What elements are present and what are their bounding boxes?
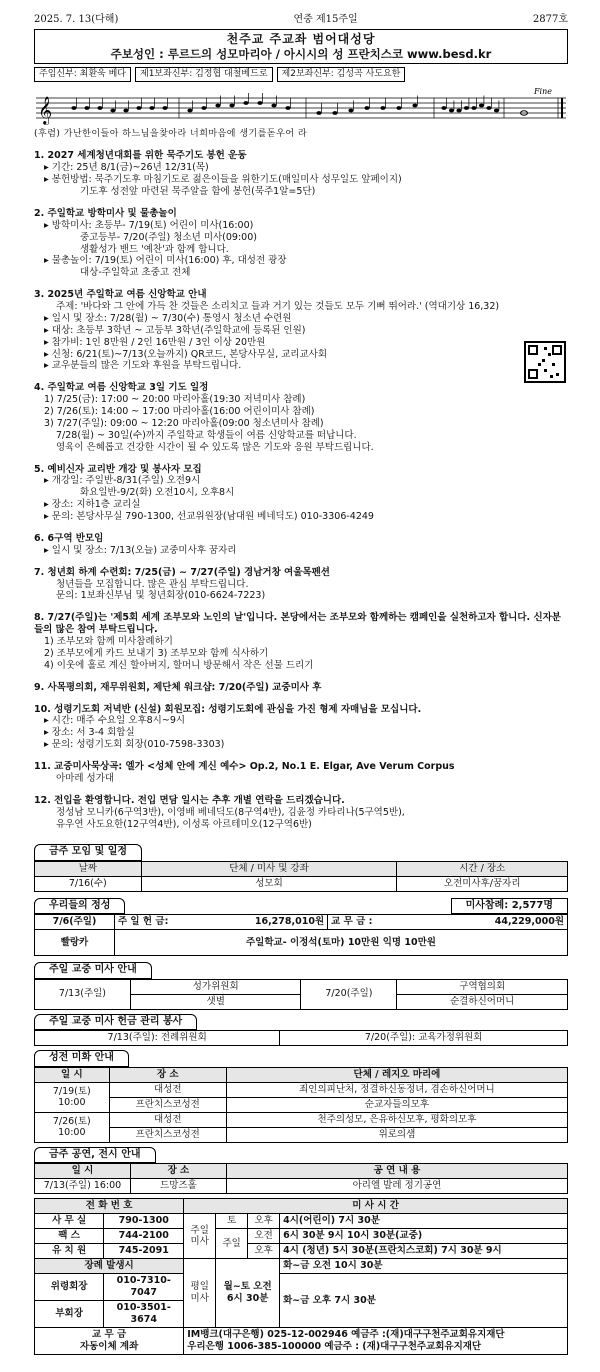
mass-guide-date-2: 7/20(주일) <box>301 979 397 1009</box>
music-note <box>187 109 192 113</box>
notice-title: 11. 교중미사묵상곡: 엘가 <성체 안에 계신 예수> Op.2, No.1 E. Elgar, Ave Verum Corpus <box>34 761 455 772</box>
notice-line: ▸ 일시 및 장소: 7/13(오늘) 교중미사후 꿈자리 <box>44 544 237 556</box>
notice-title: 6. 6구역 반모임 <box>34 532 104 544</box>
bread-text: 주일학교- 이정석(토마) 10만원 익명 10만원 <box>114 930 567 956</box>
beauty-tab: 성전 미화 안내 <box>34 1050 129 1067</box>
tithe-label <box>35 1327 184 1354</box>
mass-guide-group-2: 순결하신어머니 <box>397 994 568 1009</box>
notice-line: ▸ 문의: 성령기도회 회장(010-7598-3303) <box>44 739 225 751</box>
patron-line: 주보성인 : 루르드의 성모마리아 / 아시시의 성 프란치스코 www.besd.kr <box>110 46 492 61</box>
funeral-title: 장례 발생시 <box>35 1259 184 1274</box>
notice-line: 1) 조부모와 함께 미사참례하기 <box>44 636 173 647</box>
notice-line: 문의: 1보좌신부님 및 청년회장(010-6624-7223) <box>56 590 266 602</box>
concert-tab: 금주 공연, 전시 안내 <box>34 1147 156 1164</box>
priest-assistant-2: 제2보좌신부: 김성곡 사도요한 <box>277 67 406 82</box>
mass-guide-choir-2: 구역협의회 <box>397 979 568 994</box>
cash-right: 7/20(주일): 교육가정위원회 <box>280 1031 568 1046</box>
funeral-head-phone: 010-7310-7047 <box>104 1274 184 1301</box>
notice-line: ▸ 참가비: 1인 8만원 / 2인 16만원 / 3인 이상 20만원 <box>44 336 266 348</box>
mass-sat-times: 4시(어린이) 7시 30분 <box>280 1214 568 1229</box>
phone-office-label: 사 무 실 <box>35 1214 104 1229</box>
schedule-col-date: 날짜 <box>35 861 142 876</box>
notice-line: 주제: '바다와 그 안에 가득 찬 것들은 소리치고 들과 거기 있는 것들도 모두 기뻐 뛰어라.' (역대기상 16,32) <box>56 301 500 312</box>
music-note <box>201 106 206 110</box>
beauty-place: 프란치스코성전 <box>109 1127 226 1142</box>
mass-sun-pm: 오후 <box>248 1244 280 1259</box>
notice-item <box>34 795 568 831</box>
notice-line: 3) 7/27(주일): 09:00 ~ 12:20 마리아홀(09:00 청소년미사 참례) <box>44 417 324 429</box>
bread-label: 빨랑카 <box>35 930 115 956</box>
music-note <box>271 104 276 108</box>
notice-line: ▸ 시간: 매주 수요일 오후8시~9시 <box>44 715 186 727</box>
schedule-table <box>34 861 568 892</box>
priest-assistant-1: 제1보좌신부: 김정협 대철베드로 <box>135 67 273 82</box>
notice-title: 12. 전입을 환영합니다. 전입 면담 일시는 추후 개별 연락을 드리겠습니다. <box>34 794 345 806</box>
bulletin <box>34 14 568 1355</box>
notice-item <box>34 289 568 372</box>
offering-sunday-amount: 16,278,010원 <box>232 915 328 930</box>
notice-line: ▸ 신청: 6/21(토)~7/13(오늘까지) QR코드, 본당사무실, 교리교사회 <box>44 348 328 360</box>
beauty-col-date: 일 시 <box>35 1067 110 1082</box>
bank-accounts <box>184 1327 568 1354</box>
concert-content: 아리엘 발레 정기공연 <box>226 1179 567 1194</box>
mass-sat-pm: 오후 <box>248 1214 280 1229</box>
weekend-label: 주일 미사 <box>184 1214 216 1259</box>
weekday-3: 화~금 오후 7시 30분 <box>280 1274 568 1328</box>
tithe-line-2: 자동이체 계좌 <box>79 1340 139 1352</box>
weekday-label: 평일 미사 <box>184 1259 216 1328</box>
notice-title: 5. 예비신자 교리반 개강 및 봉사자 모집 <box>34 463 202 475</box>
notice-item <box>34 464 568 523</box>
notice-line: ▸ 봉헌방법: 묵주기도후 마침기도로 젊은이들을 위한기도(매일미사 성무일도 앞페이지) <box>44 174 402 186</box>
music-note <box>316 111 321 115</box>
notice-line: ▸ 문의: 본당사무실 790-1300, 선교위원장(남대원 베네딕도) 010-3306-4249 <box>44 511 374 522</box>
notice-line: 기도후 성전앞 마련된 묵주알을 함에 봉헌(묵주1알=5단) <box>80 186 316 197</box>
music-note <box>84 106 89 110</box>
music-note <box>479 104 484 108</box>
contact-table <box>34 1198 568 1354</box>
church-name: 천주교 주교좌 범어대성당 <box>226 31 376 46</box>
mass-sun-am: 오전 <box>248 1229 280 1244</box>
notice-line: ▸ 기간: 25년 8/1(금)~26년 12/31(목) <box>44 162 209 174</box>
notice-item <box>34 533 568 557</box>
beauty-place: 대성전 <box>109 1082 226 1097</box>
notice-title: 7. 청년회 하계 수련회: 7/25(금) ~ 7/27(주일) 경남거창 여울목펜션 <box>34 566 330 578</box>
cash-left: 7/13(주일): 전례위원회 <box>35 1031 280 1046</box>
mass-guide-date-1: 7/13(주일) <box>35 979 131 1009</box>
svg-text:Fine: Fine <box>534 87 552 97</box>
bank-account-2: 우리은행 1006-385-100000 예금주 : (재)대구구천주교회유지재단 <box>187 1340 482 1352</box>
beauty-group: 죄인의피난처, 정결하신동정녀, 겸손하신어머니 <box>226 1082 567 1097</box>
notice-line: ▸ 방학미사: 초등부- 7/19(토) 어린이 미사(16:00) <box>44 219 254 231</box>
music-note <box>456 109 461 113</box>
notice-item <box>34 567 568 603</box>
concert-table <box>34 1163 568 1194</box>
music-note <box>136 106 141 110</box>
funeral-head-label: 위령회장 <box>35 1274 104 1301</box>
beauty-table <box>34 1067 568 1143</box>
music-note <box>380 106 385 110</box>
beauty-date: 7/26(토) 10:00 <box>35 1112 110 1142</box>
notice-line: 7/28(월) ~ 30일(수)까지 주일학교 학생들이 여름 신앙학교를 떠납니다. <box>56 429 357 441</box>
music-note <box>215 104 220 108</box>
issue-date: 2025. 7. 13(다해) <box>34 14 119 25</box>
priest-list <box>34 67 568 82</box>
concert-col-place: 장 소 <box>130 1164 226 1179</box>
offering-diocese-amount: 44,229,000원 <box>420 915 567 930</box>
concert-col-content: 공 연 내 용 <box>226 1164 567 1179</box>
schedule-date: 7/16(수) <box>35 876 142 891</box>
notice-line: 유우연 사도요한(12구역4반), 이성록 아르테미오(12구역6반) <box>56 818 312 830</box>
music-note <box>257 101 262 105</box>
music-note <box>97 106 102 110</box>
mass-sun-am-times: 6시 30분 9시 10시 30분(교중) <box>280 1229 568 1244</box>
concert-col-date: 일 시 <box>35 1164 131 1179</box>
mass-guide-table <box>34 979 568 1010</box>
beauty-col-group: 단체 / 레지오 마리에 <box>226 1067 567 1082</box>
notice-list <box>34 150 568 830</box>
music-note <box>332 111 337 115</box>
notice-item <box>34 612 568 671</box>
music-note <box>486 106 491 110</box>
tithe-line-1: 교 무 금 <box>92 1328 127 1340</box>
notice-line: 화요일반-9/2(화) 오전10시, 오후8시 <box>80 487 235 499</box>
mass-sun-pm-times: 4시 (청년) 5시 30분(프란치스코회) 7시 30분 9시 <box>280 1244 568 1259</box>
notice-line: 아마레 성가대 <box>56 772 115 784</box>
music-note <box>123 109 128 113</box>
schedule-event: 성모회 <box>141 876 397 891</box>
sun-label: 주일 <box>216 1229 248 1259</box>
music-note <box>71 106 76 110</box>
notice-line: ▸ 물총놀이: 7/19(토) 어린이 미사(16:00) 후, 대성전 광장 <box>44 255 287 267</box>
music-note <box>348 109 353 113</box>
notice-line: ▸ 장소: 서 3-4 회합실 <box>44 727 135 739</box>
schedule-col-place: 시간 / 장소 <box>397 861 568 876</box>
music-note <box>162 106 167 110</box>
issue-number: 2877호 <box>532 14 568 25</box>
offering-diocese-label: 교 무 금 : <box>328 915 421 930</box>
schedule-tab: 금주 모임 및 일정 <box>34 844 142 861</box>
music-note <box>494 109 499 113</box>
weekday-2: 화~금 오전 10시 30분 <box>280 1259 568 1274</box>
sat-label: 토 <box>216 1214 248 1229</box>
table-row <box>35 876 568 891</box>
notice-line: 생활성가 밴드 '예찬'과 함께 합니다. <box>80 243 229 255</box>
music-note <box>149 106 154 110</box>
music-note <box>441 106 446 110</box>
svg-text:𝄞: 𝄞 <box>38 96 53 125</box>
notice-line: 청년들을 모집합니다. 많은 관심 부탁드립니다. <box>56 578 249 590</box>
notice-item <box>34 704 568 752</box>
mass-guide-tab: 주일 교중 미사 안내 <box>34 962 152 979</box>
notice-line: 2) 7/26(토): 14:00 ~ 17:00 마리아홀(16:00 어린이미사 참례) <box>44 406 315 417</box>
mass-guide-choir-1: 성가위원회 <box>130 979 301 994</box>
notice-title: 10. 성령기도회 저녁반 (신설) 회원모집: 성령기도회에 관심을 가진 형제 자매님을 모십니다. <box>34 703 422 715</box>
concert-place: 드망즈홀 <box>130 1179 226 1194</box>
beauty-date: 7/19(토) 10:00 <box>35 1082 110 1112</box>
notice-item <box>34 761 568 785</box>
notice-title: 9. 사목평의회, 재무위원회, 제단체 워크샵: 7/20(주일) 교중미사 후 <box>34 681 322 693</box>
table-row <box>35 1127 568 1142</box>
notice-title: 1. 2027 세계청년대회를 위한 묵주기도 봉헌 운동 <box>34 150 247 162</box>
notice-item <box>34 382 568 453</box>
music-note <box>412 104 417 108</box>
beauty-group: 천주의성모, 은유하신모후, 평화의모후 <box>226 1112 567 1127</box>
notice-line: 2) 조부모에게 카드 보내기 3) 조부모와 함께 식사하기 <box>44 647 269 659</box>
notice-item <box>34 150 568 198</box>
funeral-vice-label: 부회장 <box>35 1301 104 1328</box>
notice-line: 정성남 모니카(6구역3반), 이영배 베네딕도(8구역4반), 김윤정 카타리나(5구역5반), <box>56 806 405 818</box>
notice-title: 2. 주일학교 방학미사 및 물총놀이 <box>34 207 177 219</box>
notice-title: 3. 2025년 주일학교 여름 신앙학교 안내 <box>34 289 207 301</box>
staff-notation <box>34 86 568 126</box>
offering-tab: 우리들의 정성 <box>34 898 125 915</box>
qr-code-icon[interactable] <box>524 341 566 383</box>
schedule-col-event: 단체 / 미사 및 강좌 <box>141 861 397 876</box>
mass-guide-group-1: 샛별 <box>130 994 301 1009</box>
beauty-place: 대성전 <box>109 1112 226 1127</box>
music-note <box>364 106 369 110</box>
liturgical-day: 연중 제15주일 <box>293 14 358 25</box>
notice-line: 대상-주일학교 초중고 전체 <box>80 267 191 279</box>
notice-line: ▸ 대상: 초등부 3학년 ~ 고등부 3학년(주일학교에 등록된 인원) <box>44 324 306 336</box>
offering-table <box>34 914 568 956</box>
offering-sunday-label: 주 일 헌 금: <box>114 915 231 930</box>
music-staff <box>34 86 568 126</box>
cash-table <box>34 1030 568 1046</box>
table-row <box>35 1097 568 1112</box>
weekday-1: 월~토 오전 6시 30분 <box>216 1259 280 1328</box>
cash-tab: 주일 교중 미사 헌금 관리 봉사 <box>34 1014 197 1031</box>
music-note <box>243 101 248 105</box>
masthead <box>34 30 568 64</box>
music-note <box>285 106 290 110</box>
notice-line: ▸ 일시 및 장소: 7/28(월) ~ 7/30(수) 통영시 청소년 수련원 <box>44 312 292 324</box>
phone-kinder-label: 유 치 원 <box>35 1244 104 1259</box>
music-note <box>396 106 401 110</box>
phone-fax-label: 팩 스 <box>35 1229 104 1244</box>
notice-line: 1) 7/25(금): 17:00 ~ 20:00 마리아홀(19:30 저녁미사 참례) <box>44 394 306 406</box>
notice-line: ▸ 개강일: 주일반-8/31(주일) 오전9시 <box>44 475 201 487</box>
funeral-vice-phone: 010-3501-3674 <box>104 1301 184 1328</box>
notice-title: 4. 주일학교 여름 신앙학교 3일 기도 일정 <box>34 382 209 394</box>
concert-date: 7/13(주일) 16:00 <box>35 1179 131 1194</box>
beauty-col-place: 장 소 <box>109 1067 226 1082</box>
mass-time-title: 미 사 시 간 <box>184 1199 568 1214</box>
table-row <box>35 1179 568 1194</box>
beauty-group: 위로의샘 <box>226 1127 567 1142</box>
table-row <box>35 1112 568 1127</box>
music-note <box>464 106 469 110</box>
priest-pastor: 주임신부: 최환욱 베다 <box>34 67 131 82</box>
offering-date: 7/6(주일) <box>35 915 115 930</box>
phone-office: 790-1300 <box>104 1214 184 1229</box>
phone-kinder: 745-2091 <box>104 1244 184 1259</box>
issue-line <box>34 14 568 30</box>
notice-title: 8. 7/27(주일)는 '제5회 세계 조부모와 노인의 날'입니다. 본당에서는 조부모와 함께하는 캠페인을 실천하고자 합니다. 신자분들의 많은 참여 부탁드립니다. <box>34 612 561 636</box>
beauty-place: 프란치스코성전 <box>109 1097 226 1112</box>
notice-line: ▸ 장소: 지하1층 교리실 <box>44 499 141 511</box>
bank-account-1: IM뱅크(대구은행) 025-12-002946 예금주 :(재)대구구천주교회유지재단 <box>187 1328 505 1340</box>
notice-line: 영육이 은혜롭고 건강한 시간이 될 수 있도록 많은 기도와 응원 부탁드립니다. <box>56 441 374 453</box>
notice-line: 중고등부- 7/20(주일) 청소년 미사(09:00) <box>80 231 257 243</box>
schedule-place: 오전미사후/꿈자리 <box>397 876 568 891</box>
music-note <box>229 104 234 108</box>
notice-item <box>34 208 568 279</box>
music-note <box>449 109 454 113</box>
refrain-lyrics: (후렴) 가난한이들아 하느님을찾아라 너희마음에 생기를돋우어 라 <box>34 129 308 140</box>
music-note <box>471 106 476 110</box>
beauty-group: 순교자들의모후 <box>226 1097 567 1112</box>
notice-item <box>34 682 568 694</box>
phone-fax: 744-2100 <box>104 1229 184 1244</box>
notice-line: 4) 이웃에 홀로 계신 할아버지, 할머니 방문해서 작은 선물 드리기 <box>44 659 314 671</box>
notice-line: ▸ 교우분들의 많은 기도와 후원을 부탁드립니다. <box>44 360 242 372</box>
phone-title: 전 화 번 호 <box>35 1199 184 1214</box>
music-note <box>110 109 115 113</box>
table-row <box>35 1082 568 1097</box>
mass-attendance: 미사참례: 2,577명 <box>451 898 568 915</box>
